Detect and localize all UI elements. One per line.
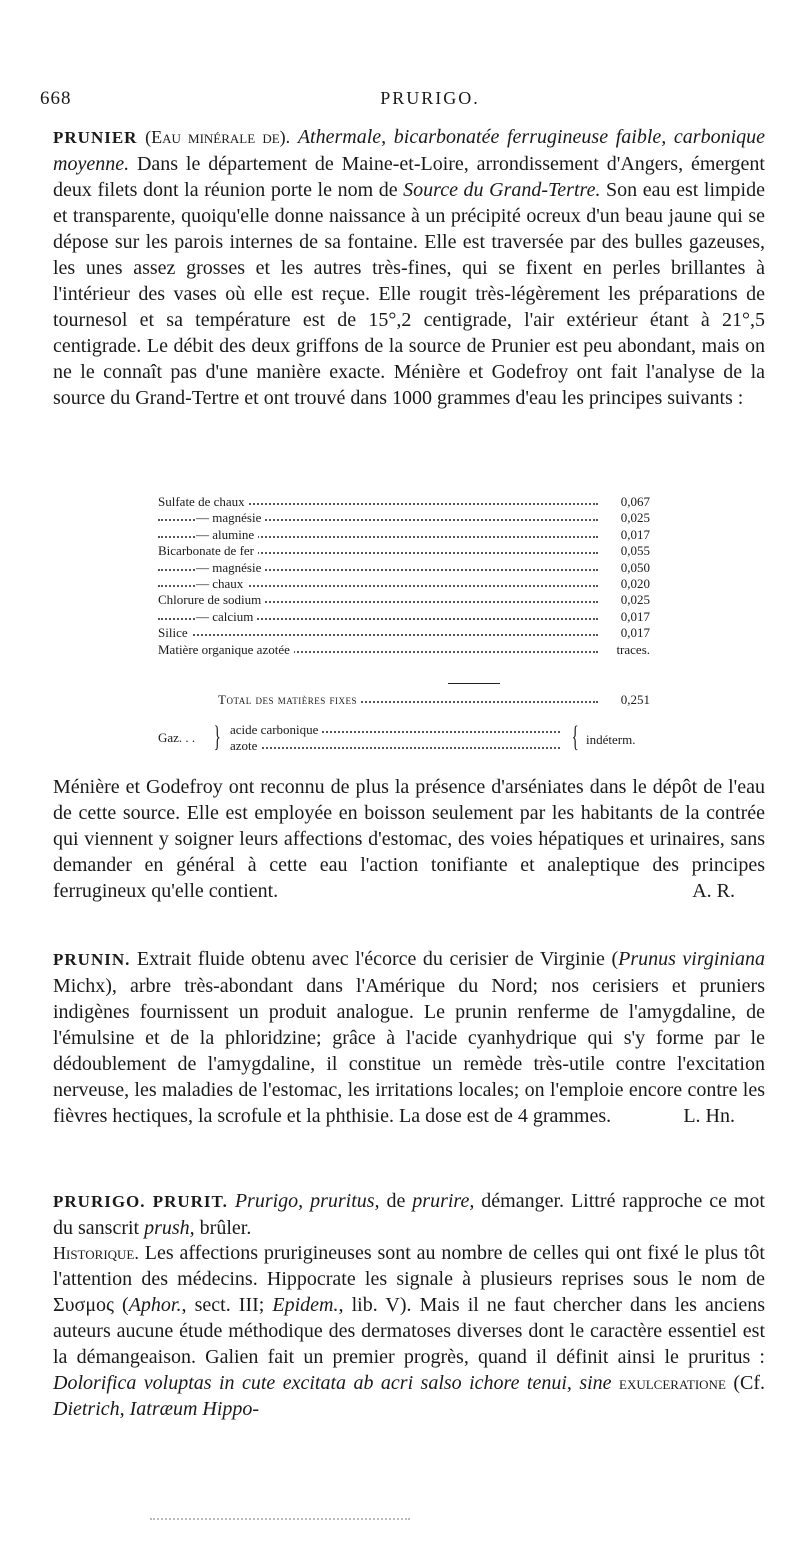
body-text: Son eau est limpide et transparente, quoiqu'elle donne naissance à un précipité ocreux d'un beau jaune qui se dépose sur les parois internes de sa fontaine. Elle est traversée par des bulles gazeuses, les unes assez grosses et les autres très-fines, qui se fixent en perles brillantes à l'intérieur des vases où elle est reçue. Elle rougit très-légèrement les préparations de tournesol et sa température est de 15°,2 centigrade, l'air extérieur étant à 21°,5 centigrade. Le débit des deux griffons de la source de Prunier est peu abondant, mais on ne le connaît pas d'une manière exacte. Ménière et Godefroy ont fait l'analyse de la source du Grand-Tertre et ont trouvé dans 1000 grammes d'eau les principes suivants : (53, 179, 765, 409)
source-name: Source du Grand-Tertre. (403, 179, 601, 201)
row-label: — magnésie (196, 510, 265, 526)
row-value: 0,055 (620, 543, 650, 559)
row-value: 0,017 (620, 526, 650, 542)
latin-term: Prurigo, pruritus, (234, 1190, 380, 1212)
table-row (158, 576, 658, 592)
body-text: Michx), arbre très-abondant dans l'Amérique du Nord; nos cerisiers et pruniers indigènes fournissent un produit analogue. Le prunin renferme de l'amygdaline, de l'émulsine et de la phloridzine; grâce à l'acide cyanhydrique qui s'y forme par le dédoublement de l'amygdaline, il constitue un remède très-utile contre l'excitation nerveuse, les maladies de l'estomac, les irritations locales; on l'emploie encore contre les fièvres hectiques, la scrofule et la phthisie. La dose est de 4 grammes. (53, 975, 765, 1127)
brace-left: } (213, 720, 221, 753)
row-label: Sulfate de chaux (158, 494, 249, 510)
table-row (158, 642, 658, 658)
author-signature: A. R. (692, 880, 735, 902)
brace-right: { (571, 720, 579, 753)
row-label: — chaux (196, 576, 247, 592)
row-label: Silice (158, 625, 192, 641)
entry-keyword: PRURIGO. PRURIT. (53, 1192, 228, 1211)
row-value: 0,025 (620, 592, 650, 608)
body-text: Dans le département de Maine-et-Loire, arrondissement d'Angers, émergent deux filets dont la réunion porte le nom de (53, 153, 765, 201)
body-text: brûler. (194, 1217, 252, 1239)
water-qualifiers: Athermale, bicarbonatée ferrugineuse faible, carbonique moyenne. (53, 126, 766, 175)
entry-keyword: PRUNIN. (53, 950, 131, 969)
body-text: démanger. Littré rapproche ce mot du sanscrit (53, 1190, 765, 1239)
table-row (158, 510, 658, 526)
sanskrit-term: prush, (144, 1217, 195, 1239)
total-value: 0,251 (620, 692, 650, 707)
page-number: 668 (40, 88, 72, 109)
table-row (158, 625, 658, 641)
gas-item: azote (230, 738, 560, 754)
row-label: Chlorure de sodium (158, 592, 265, 608)
footer-speckle (150, 1518, 410, 1520)
entry-prunin (53, 946, 765, 1129)
reference: Epidem. (272, 1294, 339, 1316)
analysis-table (158, 494, 658, 658)
gas-value: indéterm. (586, 732, 636, 747)
total-rule (448, 683, 500, 684)
table-row (158, 609, 658, 625)
body-text: , lib. V). Mais il ne faut chercher dans les anciens auteurs aucune étude méthodique des dermatoses diverses dont le caractère essentiel est la démangeaison. Galien fait un premier progrès, quand il définit ainsi le pruritus : (53, 1294, 765, 1368)
prunier-conclusion (53, 774, 765, 904)
row-label: — alumine (196, 527, 258, 543)
row-label: — magnésie (196, 560, 265, 576)
row-value: 0,050 (620, 559, 650, 575)
gas-label: Gaz. . . (158, 730, 196, 745)
gas-item: acide carbonique (230, 722, 560, 738)
row-label: — calcium (196, 609, 257, 625)
table-row (158, 527, 658, 543)
latin-name: Prunus virginiana (618, 948, 765, 970)
body-text: , sect. III; (181, 1294, 273, 1316)
row-value: 0,017 (620, 625, 650, 641)
body-text: (Cf. (725, 1372, 766, 1394)
body-text: Ménière et Godefroy ont reconnu de plus la présence d'arséniates dans le dépôt de l'eau de cette source. Elle est employée en boisson seulement par les habitants de la contrée qui viennent y soigner leurs affections d'estomac, des voies hépatiques et urinaires, sans demander en général à cette eau l'action tonifiante et analeptique des principes ferrugineux qu'elle contient. (53, 776, 765, 902)
historique-section (53, 1240, 765, 1422)
row-value: 0,017 (620, 608, 650, 624)
latin-small-caps: exulceratione (619, 1373, 726, 1393)
body-text: Les affections prurigineuses sont au nombre de celles qui ont fixé le plus tôt l'attention des médecins. Hippocrate les signale à plusieurs reprises sous le nom de Συσμος ( (53, 1242, 765, 1316)
section-label: Historique. (53, 1243, 139, 1263)
row-value: traces. (616, 641, 650, 657)
author-signature: L. Hn. (683, 1105, 735, 1127)
entry-keyword: PRUNIER (53, 128, 138, 147)
entry-prunier (53, 124, 765, 411)
body-text: Extrait fluide obtenu avec l'écorce du cerisier de Virginie ( (130, 948, 619, 970)
table-total-row (218, 692, 658, 710)
entry-subtitle: (Eau minérale de). (145, 127, 291, 147)
gas-row (158, 720, 658, 760)
page-header (40, 88, 760, 114)
reference: Aphor. (128, 1294, 182, 1316)
total-label: Total des matières fixes (218, 692, 361, 708)
row-value: 0,067 (620, 494, 650, 509)
table-row (158, 543, 658, 559)
table-row (158, 560, 658, 576)
row-label: Bicarbonate de fer (158, 543, 258, 559)
row-label: Matière organique azotée (158, 642, 294, 658)
reference: Dietrich, Iatræum Hippo- (53, 1398, 260, 1420)
row-value: 0,020 (620, 575, 650, 591)
latin-term: prurire, (412, 1190, 475, 1212)
table-row (158, 592, 658, 608)
running-title: PRURIGO. (380, 88, 480, 108)
latin-quote: Dolorifica voluptas in cute excitata ab acri salso ichore tenui, sine (53, 1372, 612, 1394)
table-row (158, 494, 658, 510)
row-value: 0,025 (620, 510, 650, 526)
body-text: de (379, 1190, 413, 1212)
entry-prurigo (53, 1188, 765, 1241)
